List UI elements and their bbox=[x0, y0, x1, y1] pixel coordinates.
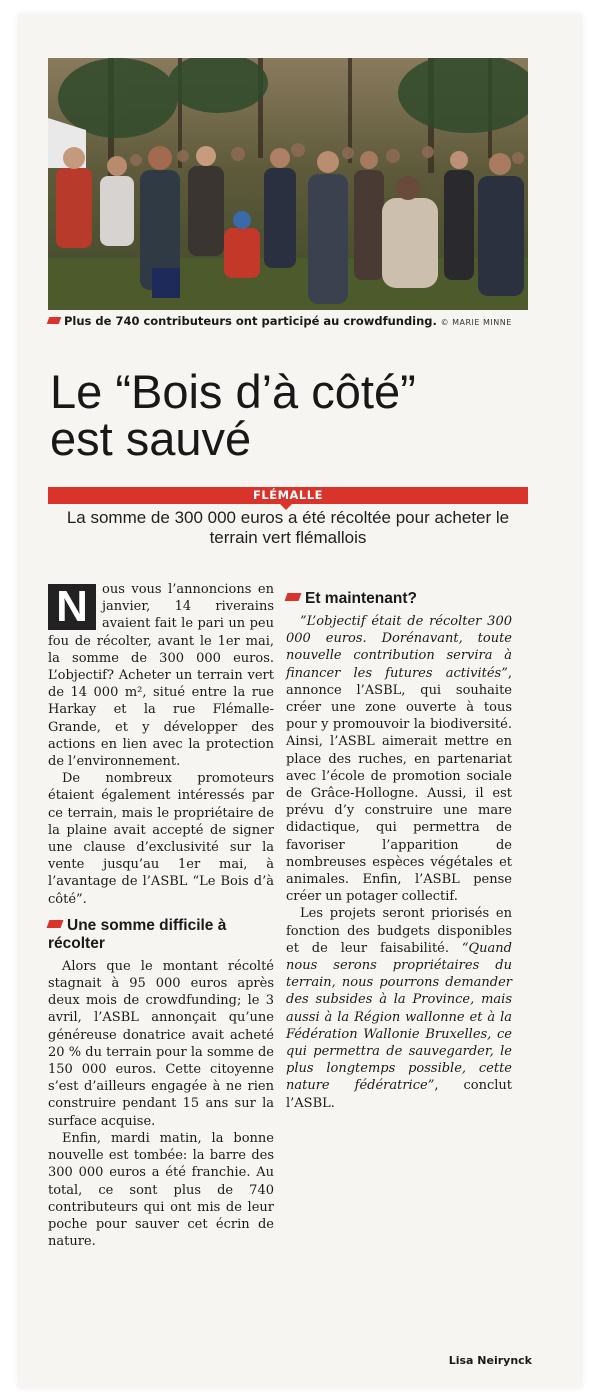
article-column-right bbox=[286, 581, 512, 1112]
article-paragraph: De nombreux promoteurs étaient également intéressés par ce terrain, mais le propriétaire de la plaine avait accepté de signer une clause d’exclusivité sur la vente jusqu’au 1er mai, à l’avantage de l’ASBL “Le Bois d’à côté”. bbox=[48, 771, 274, 907]
intertitle-somme: Une somme difficile à récolter bbox=[48, 916, 227, 952]
article-paragraph: Alors que le montant récolté stagnait à 95 000 euros après deux mois de crowdfunding; le 3 avril, l’ASBL annonçait qu’une généreuse donatrice avait acheté 20 % du terrain pour la somme de 150 000 euros. Cette citoyenne s’est d’ailleurs engagée à ne rien construire pendant 15 ans sur la surface acquise. bbox=[48, 958, 274, 1129]
newspaper-page bbox=[18, 14, 582, 1388]
article-paragraph: Les projets seront priorisés en fonction des budgets disponibles et de leur faisabilité. “Quand nous serons propriétaires du terrain, nous pourrons demander des subsides à la Province, mais aussi à la Région wallonne et à la Fédération Wallonie Bruxelles, ce qui permettra de sauvegarder, le plus longtemps possible, cette nature fédératrice”, conclut l’ASBL. bbox=[286, 906, 512, 1111]
article-paragraph: N ous vous l’annoncions en janvier, 14 riverains avaient fait le pari un peu fou de récolter, avant le 1er mai, la somme de 300 000 euros. L’objectif? Acheter un terrain vert de 14 000 m², situé entre la rue Harkay et la rue Flémalle-Grande, et y développer des actions en lien avec la protection de l’environnement. bbox=[48, 582, 274, 770]
crowd-photo bbox=[48, 58, 528, 310]
drop-cap: N bbox=[48, 584, 96, 630]
intertitle-maintenant: Et maintenant? bbox=[286, 590, 512, 608]
article-column-left bbox=[48, 581, 274, 1250]
intertitle-marker-icon bbox=[47, 920, 64, 928]
headline-line-2: est sauvé bbox=[50, 412, 252, 465]
photo-credit: © MARIE MINNE bbox=[440, 318, 512, 327]
caption-text: Plus de 740 contributeurs ont participé au crowdfunding. bbox=[64, 314, 437, 328]
photo-caption bbox=[48, 314, 528, 330]
intertitle-marker-icon bbox=[285, 593, 302, 601]
author-byline: Lisa Neirynck bbox=[448, 1354, 532, 1367]
article-paragraph: ”L’objectif était de récolter 300 000 euros. Dorénavant, toute nouvelle contribution servira à financer les futures activités”, annonce l’ASBL, qui souhaite créer une zone ouverte à tous pour y promouvoir la biodiversité. Ainsi, l’ASBL aimerait mettre en place des ruches, en partenariat avec l’école de promotion sociale de Grâce-Hollogne. Aussi, il est prévu d’y construire une mare didactique, qui permettra de favoriser l’apparition de nombreuses espèces végétales et animales. Enfin, l’ASBL pense créer un potager collectif. bbox=[286, 614, 512, 905]
caption-marker-icon bbox=[47, 317, 62, 324]
location-kicker: FLÉMALLE bbox=[48, 487, 528, 504]
headline bbox=[50, 365, 530, 465]
subheadline: La somme de 300 000 euros a été récoltée pour acheter le terrain vert flémallois bbox=[66, 508, 510, 547]
headline-line-1: Le “Bois d’à côté” bbox=[50, 365, 416, 418]
article-paragraph: Enfin, mardi matin, la bonne nouvelle est tombée: la barre des 300 000 euros a été franchie. Au total, ce sont plus de 740 contributeurs qui ont mis de leur poche pour sauver cet écrin de nature. bbox=[48, 1130, 274, 1250]
